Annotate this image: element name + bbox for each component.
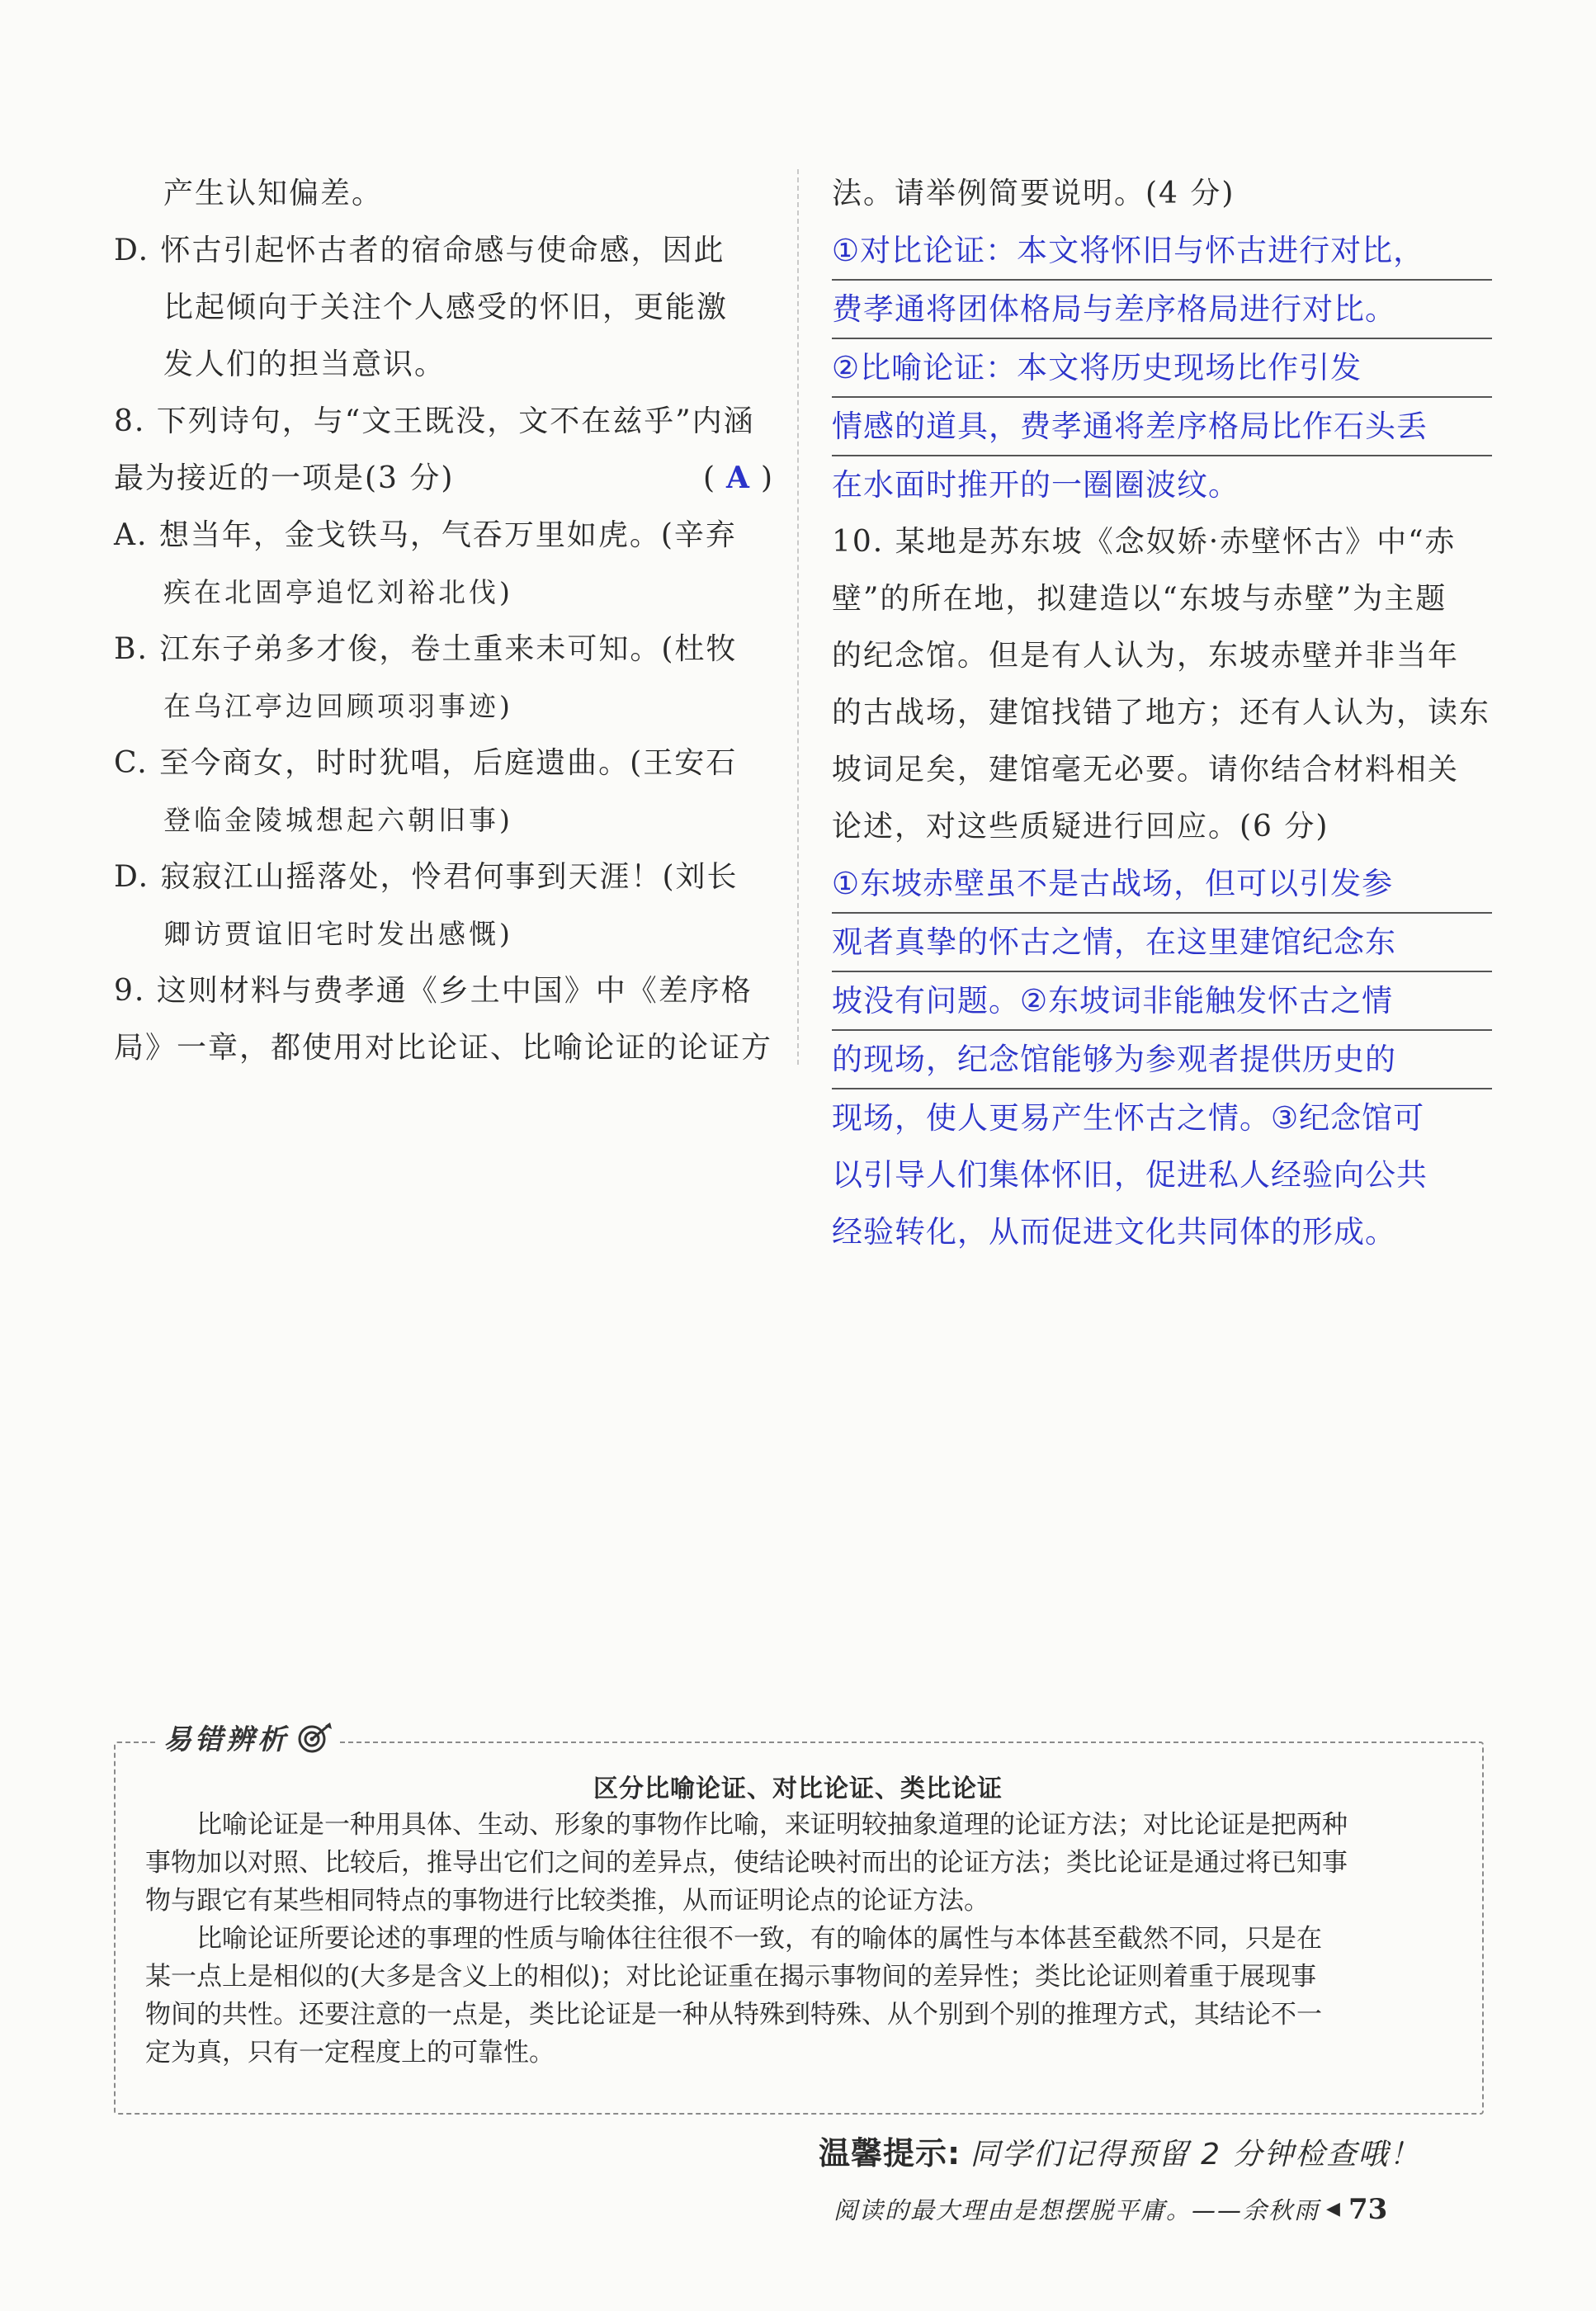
answer-line: 费孝通将团体格局与差序格局进行对比。 xyxy=(832,281,1492,339)
text-line: 发人们的担当意识。 xyxy=(163,347,446,381)
box-text-line: 事物加以对照、比较后，推导出它们之间的差异点，使结论映衬而出的论证方法；类比论证是通过将已知事 xyxy=(145,1848,1348,1878)
answer-line: 以引导人们集体怀旧，促进私人经验向公共 xyxy=(832,1157,1428,1193)
question-9-stem: 9. 这则材料与费孝通《乡土中国》中《差序格 xyxy=(114,974,753,1008)
warm-tip xyxy=(819,2128,1420,2173)
question-10-stem: 壁”的所在地，拟建造以“东坡与赤壁”为主题 xyxy=(832,582,1447,616)
answer-line: 在水面时推开的一圈圈波纹。 xyxy=(832,467,1239,503)
paren-close: ) xyxy=(760,461,774,495)
option-a: A. 想当年，金戈铁马，气吞万里如虎。(辛弃 xyxy=(114,518,737,552)
box-text-line: 物间的共性。还要注意的一点是，类比论证是一种从特殊到特殊、从个别到个别的推理方式，其结论不一 xyxy=(145,2000,1322,2030)
question-9-stem: 局》一章，都使用对比论证、比喻论证的论证方 xyxy=(114,1031,773,1065)
box-text-line: 定为真，只有一定程度上的可靠性。 xyxy=(145,2038,555,2068)
option-d: D. 寂寂江山摇落处，怜君何事到天涯！(刘长 xyxy=(114,860,739,894)
question-10-stem: 的纪念馆。但是有人认为，东坡赤壁并非当年 xyxy=(832,639,1460,673)
answer-slot xyxy=(703,450,774,507)
column-divider xyxy=(797,169,799,1065)
answer-line: ①东坡赤壁虽不是古战场，但可以引发参 xyxy=(832,855,1492,914)
option-d-line: D. 怀古引起怀古者的宿命感与使命感，因此 xyxy=(114,234,725,267)
question-8-stem: 8. 下列诗句，与“文王既没，文不在兹乎”内涵 xyxy=(114,404,755,438)
page-number: 73 xyxy=(1348,2192,1388,2226)
answer-line: 经验转化，从而促进文化共同体的形成。 xyxy=(832,1214,1396,1250)
question-9-answer xyxy=(832,222,1492,513)
question-10-answer xyxy=(832,855,1492,1260)
footer-quote: 阅读的最大理由是想摆脱平庸。——余秋雨 xyxy=(833,2196,1320,2224)
option-c-note: 登临金陵城想起六朝旧事) xyxy=(163,804,513,836)
question-10-stem: 的古战场，建馆找错了地方；还有人认为，读东 xyxy=(832,696,1491,730)
paren-open: ( xyxy=(702,461,717,495)
option-c: C. 至今商女，时时犹唱，后庭遗曲。(王安石 xyxy=(114,746,738,780)
text-line: 比起倾向于关注个人感受的怀旧，更能激 xyxy=(163,291,729,324)
question-10-stem: 坡词足矣，建馆毫无必要。请你结合材料相关 xyxy=(832,753,1460,787)
question-9-continued: 法。请举例简要说明。(4 分) xyxy=(832,177,1235,210)
tip-text: 同学们记得预留 2 分钟检查哦！ xyxy=(970,2138,1421,2172)
box-heading: 区分比喻论证、对比论证、类比论证 xyxy=(593,1775,1003,1803)
text-line: 产生认知偏差。 xyxy=(163,177,384,210)
option-b-note: 在乌江亭边回顾项羽事迹) xyxy=(163,690,513,722)
page-footer xyxy=(833,2192,1387,2226)
option-d-note: 卿访贾谊旧宅时发出感慨) xyxy=(163,918,513,950)
triangle-left-icon: ◀ xyxy=(1326,2199,1342,2219)
answer-line: ①对比论证：本文将怀旧与怀古进行对比， xyxy=(832,222,1492,281)
right-column xyxy=(832,165,1492,1260)
question-10-stem: 10. 某地是苏东坡《念奴娇·赤壁怀古》中“赤 xyxy=(832,525,1457,559)
question-8-points: 最为接近的一项是(3 分) xyxy=(114,461,455,495)
box-text-line: 物与跟它有某些相同特点的事物进行比较类推，从而证明论点的论证方法。 xyxy=(145,1886,989,1916)
error-analysis-label xyxy=(157,1717,340,1757)
question-10-stem: 论述，对这些质疑进行回应。(6 分) xyxy=(832,810,1329,844)
answer-line: 的现场，纪念馆能够为参观者提供历史的 xyxy=(832,1031,1492,1089)
answer-line: ②比喻论证：本文将历史现场比作引发 xyxy=(832,339,1492,398)
option-b: B. 江东子弟多才俊，卷土重来未可知。(杜牧 xyxy=(114,632,738,666)
box-body xyxy=(145,1806,1466,2072)
question-8-tail xyxy=(114,450,774,507)
answer-line: 观者真挚的怀古之情，在这里建馆纪念东 xyxy=(832,914,1492,972)
box-text-line: 比喻论证是一种用具体、生动、形象的事物作比喻，来证明较抽象道理的论证方法；对比论证是把两种 xyxy=(196,1810,1348,1840)
handwritten-answer: A xyxy=(726,461,751,495)
answer-line: 坡没有问题。②东坡词非能触发怀古之情 xyxy=(832,972,1492,1031)
left-column xyxy=(114,165,774,1076)
box-text-line: 比喻论证所要论述的事理的性质与喻体往往很不一致，有的喻体的属性与本体甚至截然不同，只是在 xyxy=(196,1924,1322,1954)
box-text-line: 某一点上是相似的(大多是含义上的相似)；对比论证重在揭示事物间的差异性；类比论证则着重于展现事 xyxy=(145,1962,1317,1992)
answer-line: 现场，使人更易产生怀古之情。③纪念馆可 xyxy=(832,1100,1425,1136)
option-a-note: 疾在北固亭追忆刘裕北伐) xyxy=(163,576,513,608)
answer-line: 情感的道具，费孝通将差序格局比作石头丢 xyxy=(832,398,1492,456)
box-label-text: 易错辨析 xyxy=(163,1723,289,1756)
target-icon xyxy=(295,1721,333,1754)
tip-label: 温馨提示: xyxy=(819,2135,961,2172)
